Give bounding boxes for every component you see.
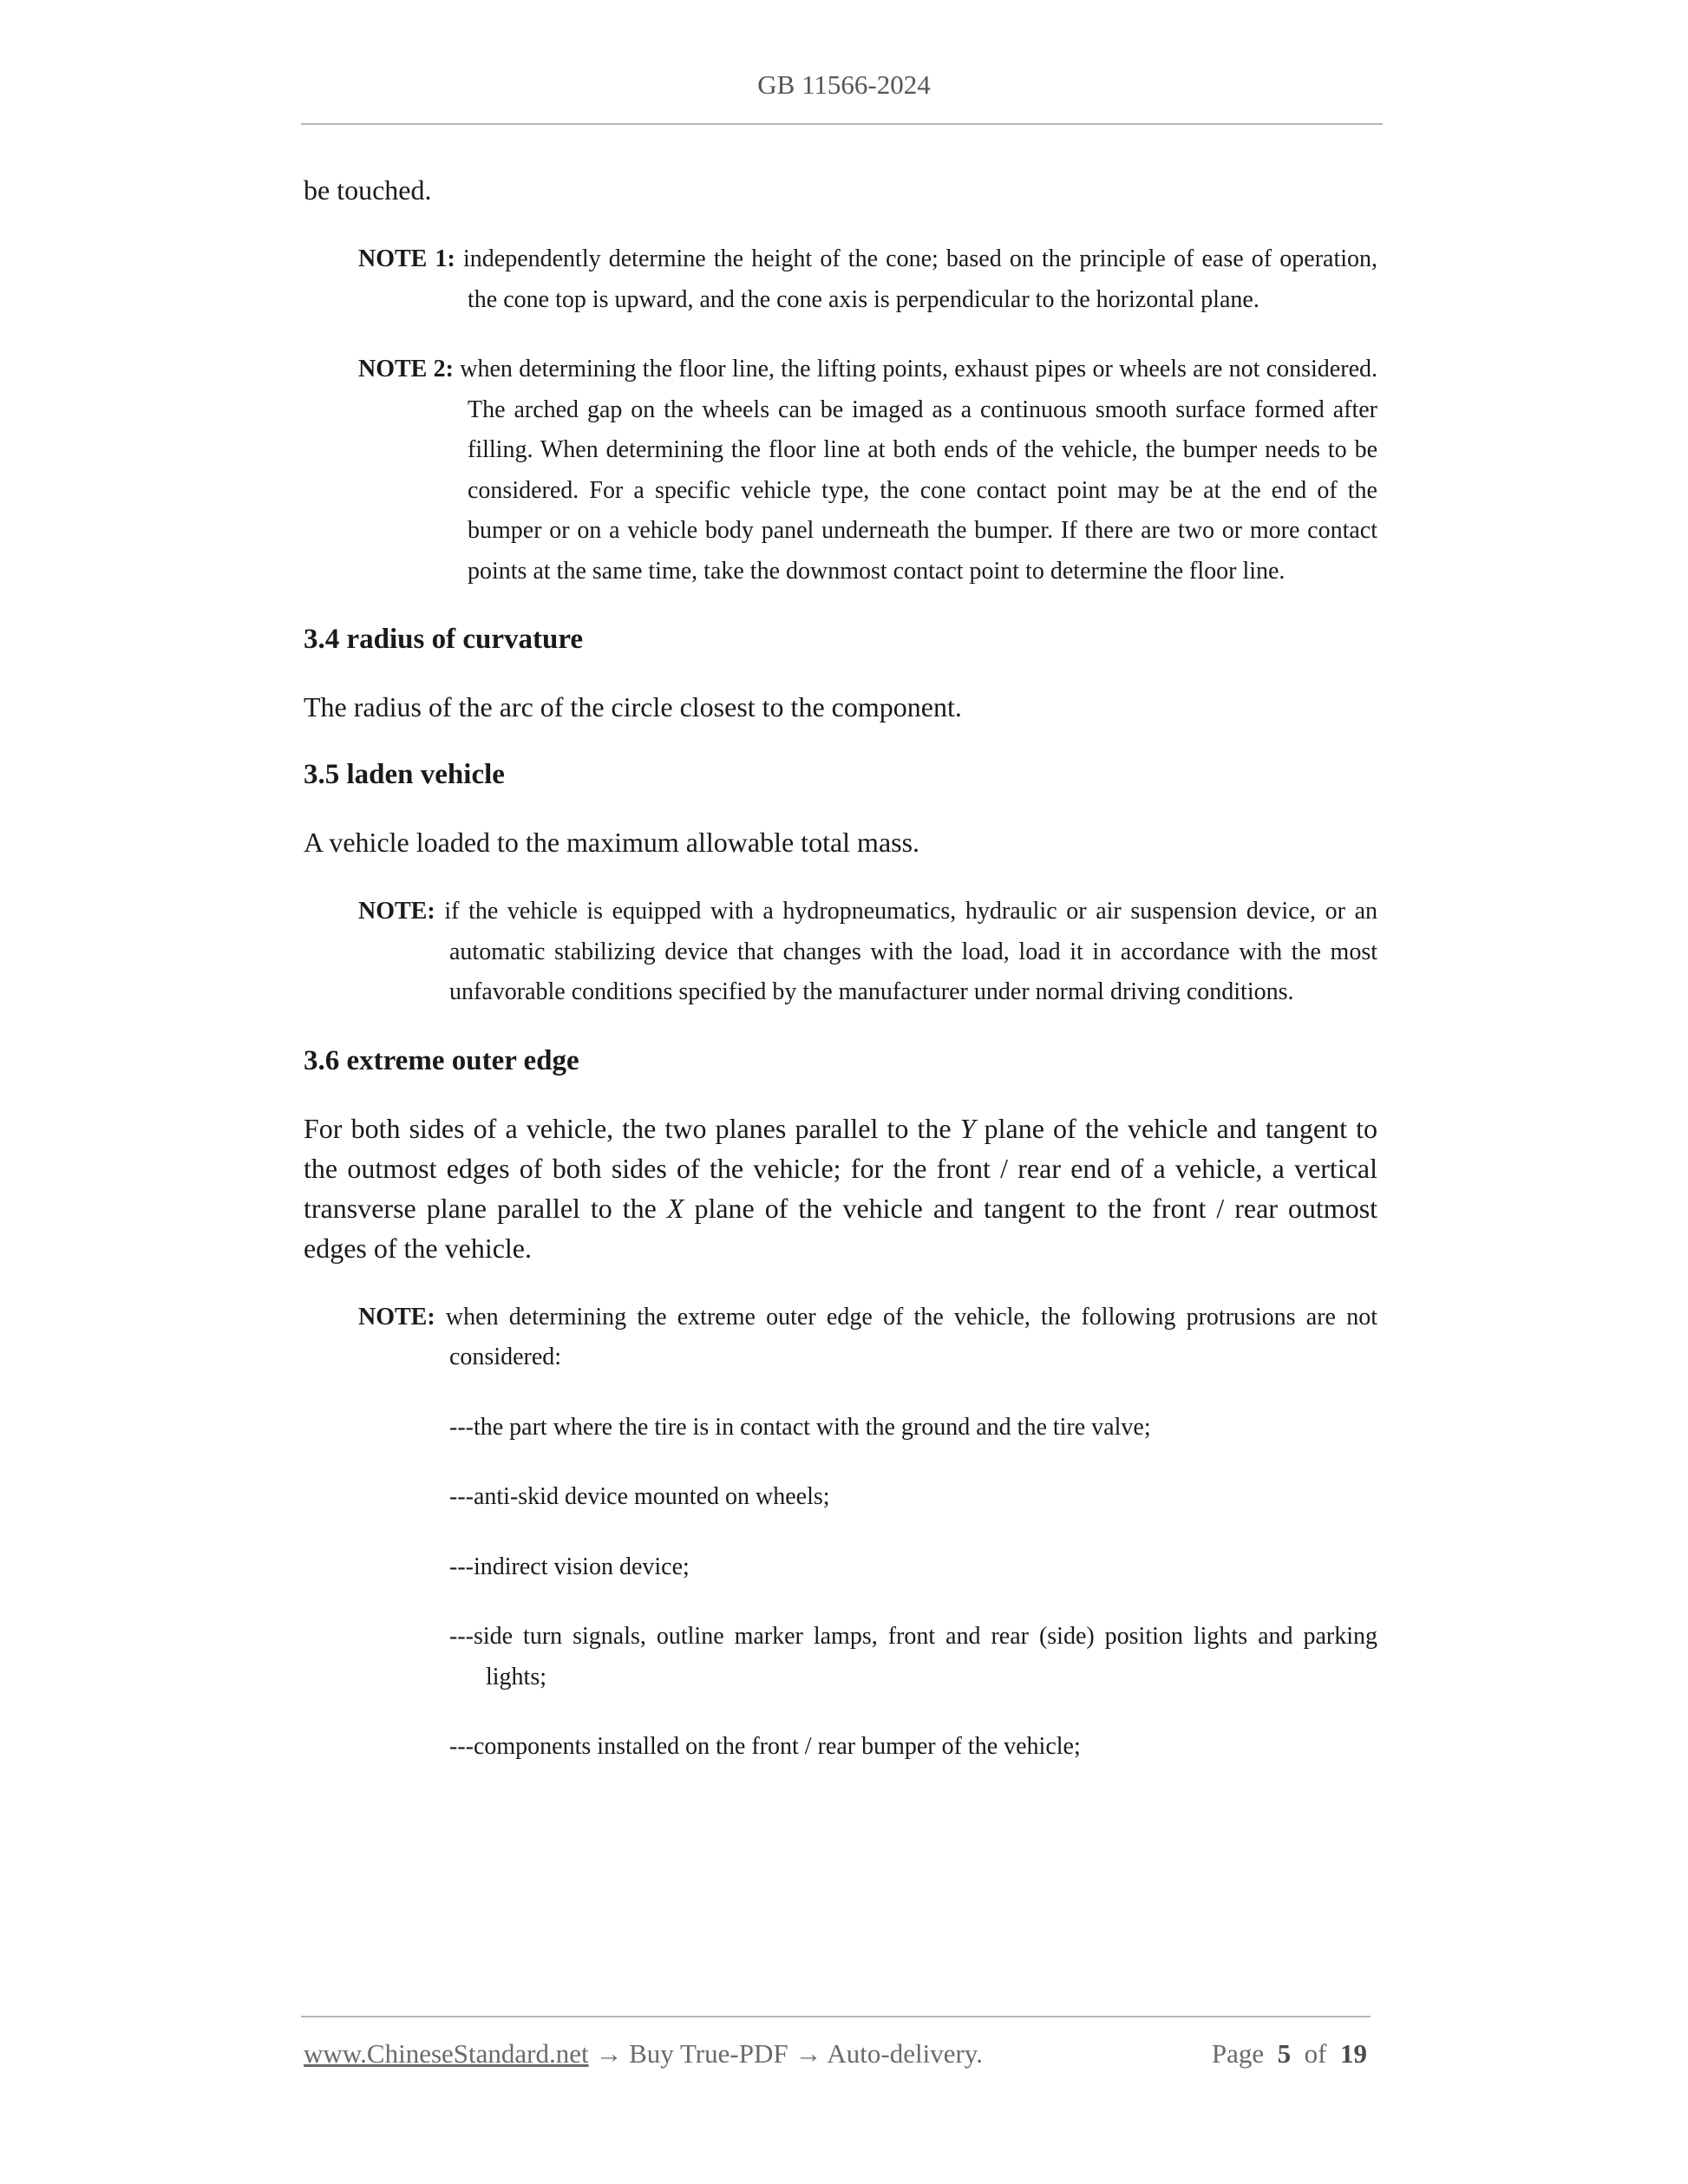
list-item: ---anti-skid device mounted on wheels; bbox=[449, 1483, 830, 1510]
of-word: of bbox=[1304, 2038, 1327, 2069]
section-3-5-note-label: NOTE: bbox=[358, 898, 435, 925]
section-3-6-heading: 3.6 extreme outer edge bbox=[304, 1044, 579, 1076]
section-3-5-text: A vehicle loaded to the maximum allowable total mass. bbox=[304, 827, 920, 858]
variable-y: Y bbox=[959, 1112, 976, 1144]
website-link[interactable]: www.ChineseStandard.net bbox=[304, 2038, 589, 2069]
section-3-4-heading: 3.4 radius of curvature bbox=[304, 624, 584, 655]
page-word: Page bbox=[1211, 2038, 1265, 2069]
note-1 bbox=[304, 239, 1377, 320]
note-2-label: NOTE 2: bbox=[358, 356, 454, 383]
section-3-6-text-a: For both sides of a vehicle, the two planes parallel to the bbox=[304, 1112, 952, 1144]
note-1-text: independently determine the height of the cone; based on the principle of ease of operation, the cone top is upward, and the cone axis is perpendicular to the horizontal plane. bbox=[462, 245, 1378, 313]
footer-divider bbox=[301, 2016, 1371, 2017]
section-3-6-note bbox=[304, 1298, 1377, 1378]
footer-promo bbox=[304, 2038, 983, 2070]
arrow-right-icon: → bbox=[595, 2038, 623, 2069]
current-page: 5 bbox=[1277, 2038, 1292, 2069]
continuation-text: be touched. bbox=[304, 174, 432, 206]
arrow-right-icon: → bbox=[795, 2038, 822, 2069]
note-2 bbox=[304, 350, 1377, 592]
note-2-text: when determining the floor line, the lifting points, exhaust pipes or wheels are not considered. The arched gap on the wheels can be imaged as a continuous smooth surface formed after filling. When determining the floor line at both ends of the vehicle, the bumper needs to be considered. For a specific vehicle type, the cone contact point may be at the end of the bumper or on a vehicle body panel underneath the bumper. If there are two or more contact points at the same time, take the downmost contact point to determine the floor line. bbox=[460, 356, 1377, 585]
section-3-5-note bbox=[304, 892, 1377, 1013]
document-body bbox=[304, 170, 1377, 1768]
page-number bbox=[1212, 2038, 1367, 2070]
section-3-6-text-b: plane of the vehicle and tangent to the outmost edges of both sides of the vehicle; for the front / rear end of a vehicle, a vertical transverse plane parallel to the bbox=[304, 1112, 1378, 1224]
section-3-5-heading: 3.5 laden vehicle bbox=[304, 759, 505, 790]
section-3-4-text: The radius of the arc of the circle closest to the component. bbox=[304, 691, 962, 723]
list-item: ---indirect vision device; bbox=[449, 1553, 690, 1580]
list-item: ---the part where the tire is in contact with the ground and the tire valve; bbox=[449, 1413, 1151, 1441]
variable-x: X bbox=[666, 1192, 684, 1224]
list-item: ---side turn signals, outline marker lamps, front and rear (side) position lights and parking lights; bbox=[449, 1623, 1377, 1690]
delivery-text: Auto-delivery. bbox=[827, 2038, 984, 2069]
note-1-label: NOTE 1: bbox=[358, 245, 455, 272]
buy-text: Buy True-PDF bbox=[629, 2038, 788, 2069]
header-divider bbox=[301, 123, 1383, 125]
section-3-6-text bbox=[304, 1108, 1377, 1268]
section-3-6-note-text: when determining the extreme outer edge of the vehicle, the following protrusions are not considered: bbox=[445, 1303, 1377, 1370]
total-pages: 19 bbox=[1340, 2038, 1367, 2069]
page-header-title: GB 11566-2024 bbox=[757, 69, 931, 100]
list-item: ---components installed on the front / rear bumper of the vehicle; bbox=[449, 1733, 1081, 1760]
section-3-5-note-text: if the vehicle is equipped with a hydropneumatics, hydraulic or air suspension device, or an automatic stabilizing device that changes with the load, load it in accordance with the most unfavorable conditions specified by the manufacturer under normal driving conditions. bbox=[444, 898, 1377, 1005]
section-3-6-text-c: plane of the vehicle and tangent to the front / rear outmost edges of the vehicle. bbox=[304, 1192, 1378, 1264]
section-3-6-note-label: NOTE: bbox=[358, 1303, 435, 1331]
